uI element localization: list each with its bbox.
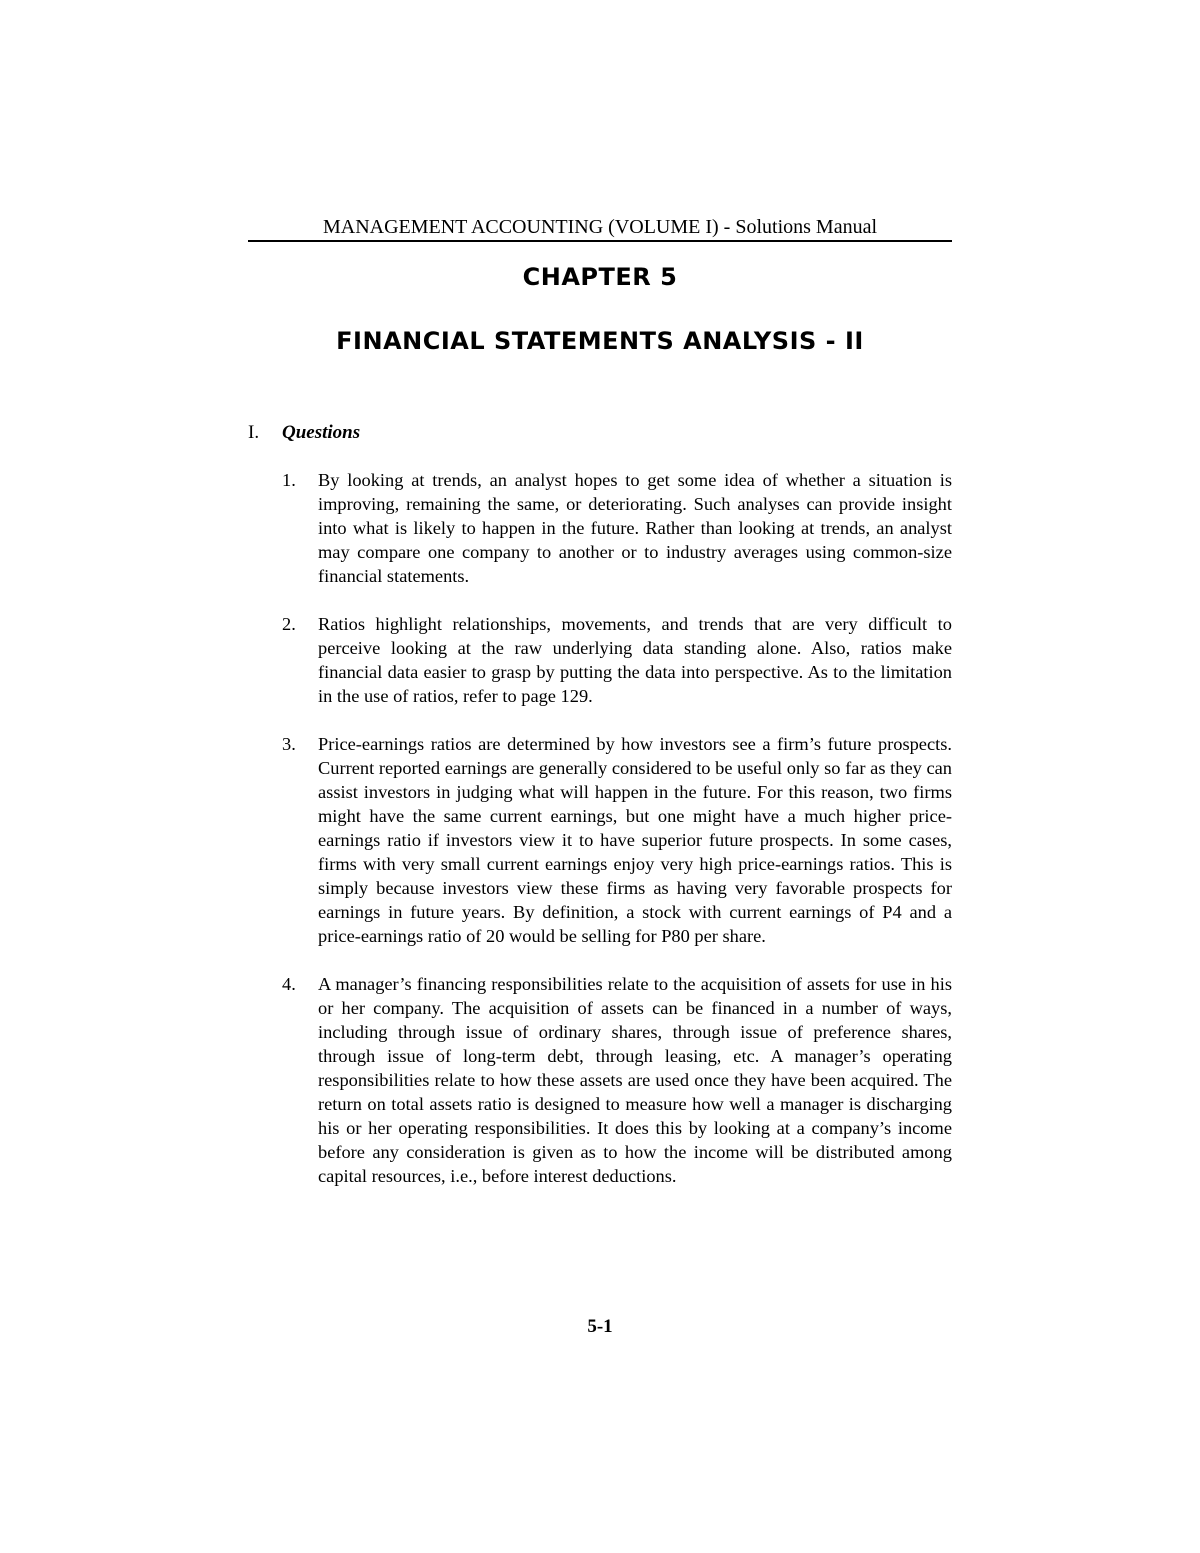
question-answer-text: A manager’s financing responsibilities relate to the acquisition of assets for use in his or her company. The acquisition of assets can be financed in a number of ways, including through issue of ordinary shares, through issue of preference shares, through issue of long-term debt, through leasing, etc. A manager’s operating responsibilities relate to how these assets are used once they have been acquired. The return on total assets ratio is designed to measure how well a manager is discharging his or her operating responsibilities. It does this by looking at a company’s income before any consideration is given as to how the income will be distributed among capital resources, i.e., before interest deductions.: [318, 974, 952, 1186]
question-number: 2.: [282, 614, 296, 634]
chapter-title: CHAPTER 5: [522, 263, 678, 291]
section-number: I.: [248, 422, 260, 443]
question-number: 3.: [282, 734, 296, 754]
chapter-subtitle: FINANCIAL STATEMENTS ANALYSIS - II: [336, 327, 864, 355]
running-header: MANAGEMENT ACCOUNTING (VOLUME I) - Solutions Manual: [322, 216, 878, 238]
question-list: [282, 468, 952, 1212]
question-item-3: [282, 732, 952, 948]
question-answer-text: Ratios highlight relationships, movements, and trends that are very difficult to perceive looking at the raw underlying data standing alone. Also, ratios make financial data easier to grasp by putting the data into perspective. As to the limitation in the use of ratios, refer to page 129.: [318, 614, 952, 706]
page-number: 5-1: [587, 1316, 613, 1337]
section-heading: [248, 420, 360, 446]
question-item-2: [282, 612, 952, 708]
question-number: 4.: [282, 974, 296, 994]
question-answer-text: By looking at trends, an analyst hopes to get some idea of whether a situation is improving, remaining the same, or deteriorating. Such analyses can provide insight into what is likely to happen in the future. Rather than looking at trends, an analyst may compare one company to another or to industry averages using common-size financial statements.: [318, 470, 952, 586]
question-answer-text: Price-earnings ratios are determined by how investors see a firm’s future prospects. Current reported earnings are generally considered to be useful only so far as they can assist investors in judging what will happen in the future. For this reason, two firms might have the same current earnings, but one might have a much higher price-earnings ratio if investors view it to have superior future prospects. In some cases, firms with very small current earnings enjoy very high price-earnings ratios. This is simply because investors view these firms as having very favorable prospects for earnings in future years. By definition, a stock with current earnings of P4 and a price-earnings ratio of 20 would be selling for P80 per share.: [318, 734, 952, 946]
section-label: Questions: [282, 422, 361, 443]
question-item-1: [282, 468, 952, 588]
question-item-4: [282, 972, 952, 1188]
header-divider: [248, 240, 952, 242]
question-number: 1.: [282, 470, 296, 490]
